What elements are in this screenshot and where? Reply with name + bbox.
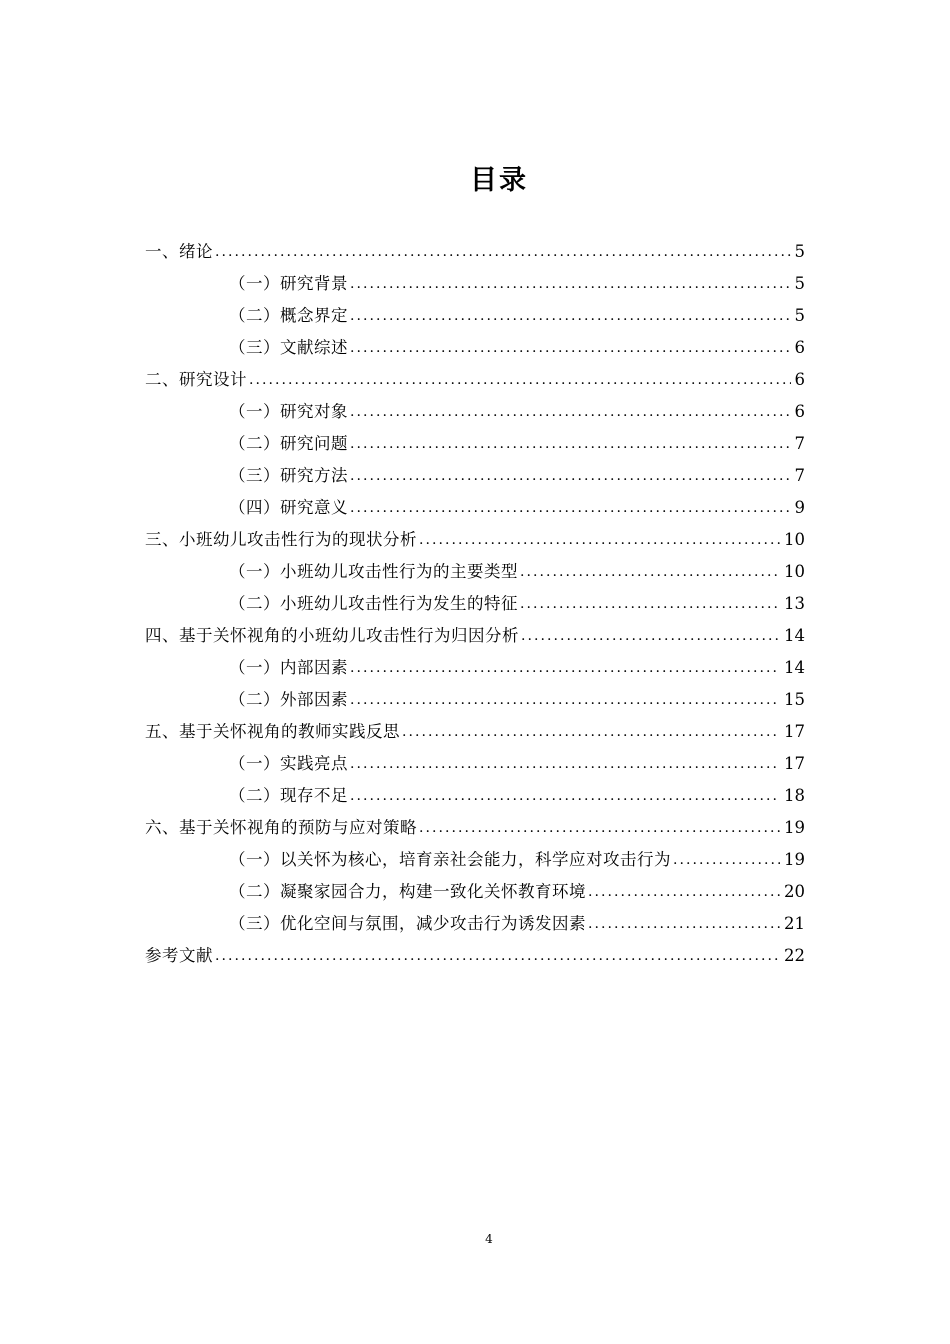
toc-entry-page: 14 xyxy=(784,658,805,677)
table-of-contents xyxy=(145,236,805,972)
toc-entry-page: 5 xyxy=(794,242,805,261)
toc-entry-label: （一）研究背景 xyxy=(229,274,348,293)
toc-dot-leader xyxy=(249,364,791,396)
page-number: 4 xyxy=(485,1232,493,1246)
toc-entry[interactable] xyxy=(145,620,805,652)
toc-dot-leader xyxy=(350,460,791,492)
toc-entry-page: 21 xyxy=(784,914,805,933)
toc-entry-page: 6 xyxy=(794,370,805,389)
toc-entry[interactable] xyxy=(145,652,805,684)
toc-entry[interactable] xyxy=(145,396,805,428)
toc-entry-label: （三）文献综述 xyxy=(229,338,348,357)
toc-entry-label: 三、小班幼儿攻击性行为的现状分析 xyxy=(145,530,417,549)
toc-entry-page: 22 xyxy=(784,946,805,965)
toc-title: 目录 xyxy=(470,165,528,196)
toc-entry[interactable] xyxy=(145,940,805,972)
toc-entry-label: （三）研究方法 xyxy=(229,466,348,485)
toc-entry-label: （二）现存不足 xyxy=(229,786,348,805)
toc-entry-page: 9 xyxy=(794,498,805,517)
toc-entry-page: 17 xyxy=(784,722,805,741)
toc-entry-page: 19 xyxy=(784,818,805,837)
toc-entry-page: 6 xyxy=(794,338,805,357)
toc-dot-leader xyxy=(402,716,780,748)
toc-entry[interactable] xyxy=(145,428,805,460)
toc-dot-leader xyxy=(350,748,780,780)
toc-entry[interactable] xyxy=(145,684,805,716)
toc-dot-leader xyxy=(521,620,780,652)
toc-entry-page: 7 xyxy=(794,466,805,485)
toc-entry[interactable] xyxy=(145,588,805,620)
toc-dot-leader xyxy=(350,268,791,300)
toc-entry-label: （二）小班幼儿攻击性行为发生的特征 xyxy=(229,594,518,613)
toc-entry-page: 6 xyxy=(794,402,805,421)
toc-dot-leader xyxy=(350,780,780,812)
toc-dot-leader xyxy=(350,492,791,524)
toc-entry[interactable] xyxy=(145,364,805,396)
toc-dot-leader xyxy=(350,428,791,460)
toc-entry-page: 19 xyxy=(784,850,805,869)
toc-dot-leader xyxy=(350,652,780,684)
toc-entry[interactable] xyxy=(145,780,805,812)
toc-entry[interactable] xyxy=(145,524,805,556)
toc-entry-label: （二）概念界定 xyxy=(229,306,348,325)
toc-entry-page: 10 xyxy=(784,562,805,581)
toc-entry[interactable] xyxy=(145,844,805,876)
toc-entry-page: 17 xyxy=(784,754,805,773)
toc-dot-leader xyxy=(588,876,780,908)
toc-dot-leader xyxy=(350,300,791,332)
toc-entry[interactable] xyxy=(145,300,805,332)
toc-dot-leader xyxy=(419,812,780,844)
toc-entry-label: （一）研究对象 xyxy=(229,402,348,421)
toc-entry[interactable] xyxy=(145,268,805,300)
toc-entry-label: （三）优化空间与氛围，减少攻击行为诱发因素 xyxy=(229,914,586,933)
toc-entry-label: （一）内部因素 xyxy=(229,658,348,677)
toc-entry-page: 14 xyxy=(784,626,805,645)
toc-dot-leader xyxy=(350,396,791,428)
toc-entry-label: 一、绪论 xyxy=(145,242,213,261)
toc-entry[interactable] xyxy=(145,332,805,364)
toc-entry-label: 四、基于关怀视角的小班幼儿攻击性行为归因分析 xyxy=(145,626,519,645)
toc-entry-label: 五、基于关怀视角的教师实践反思 xyxy=(145,722,400,741)
toc-entry-label: （二）凝聚家园合力，构建一致化关怀教育环境 xyxy=(229,882,586,901)
toc-entry-label: 二、研究设计 xyxy=(145,370,247,389)
toc-entry-label: （四）研究意义 xyxy=(229,498,348,517)
toc-entry[interactable] xyxy=(145,908,805,940)
toc-dot-leader xyxy=(588,908,780,940)
toc-entry[interactable] xyxy=(145,716,805,748)
toc-entry-page: 18 xyxy=(784,786,805,805)
toc-entry-label: （二）外部因素 xyxy=(229,690,348,709)
toc-dot-leader xyxy=(350,684,780,716)
toc-entry-label: 六、基于关怀视角的预防与应对策略 xyxy=(145,818,417,837)
toc-entry-label: （一）实践亮点 xyxy=(229,754,348,773)
toc-entry-page: 13 xyxy=(784,594,805,613)
toc-entry-page: 5 xyxy=(794,274,805,293)
toc-dot-leader xyxy=(215,236,791,268)
toc-entry-label: （一）以关怀为核心，培育亲社会能力，科学应对攻击行为 xyxy=(229,850,671,869)
toc-entry-page: 20 xyxy=(784,882,805,901)
toc-entry[interactable] xyxy=(145,748,805,780)
toc-entry-page: 10 xyxy=(784,530,805,549)
toc-entry[interactable] xyxy=(145,460,805,492)
toc-dot-leader xyxy=(520,556,780,588)
toc-entry[interactable] xyxy=(145,556,805,588)
toc-entry-page: 5 xyxy=(794,306,805,325)
toc-entry-label: 参考文献 xyxy=(145,946,213,965)
toc-dot-leader xyxy=(520,588,780,620)
toc-entry-label: （一）小班幼儿攻击性行为的主要类型 xyxy=(229,562,518,581)
toc-entry[interactable] xyxy=(145,812,805,844)
toc-entry[interactable] xyxy=(145,236,805,268)
toc-dot-leader xyxy=(215,940,780,972)
toc-entry-label: （二）研究问题 xyxy=(229,434,348,453)
toc-dot-leader xyxy=(350,332,791,364)
toc-entry-page: 15 xyxy=(784,690,805,709)
toc-entry[interactable] xyxy=(145,876,805,908)
toc-entry[interactable] xyxy=(145,492,805,524)
toc-entry-page: 7 xyxy=(794,434,805,453)
toc-dot-leader xyxy=(419,524,780,556)
toc-dot-leader xyxy=(673,844,780,876)
